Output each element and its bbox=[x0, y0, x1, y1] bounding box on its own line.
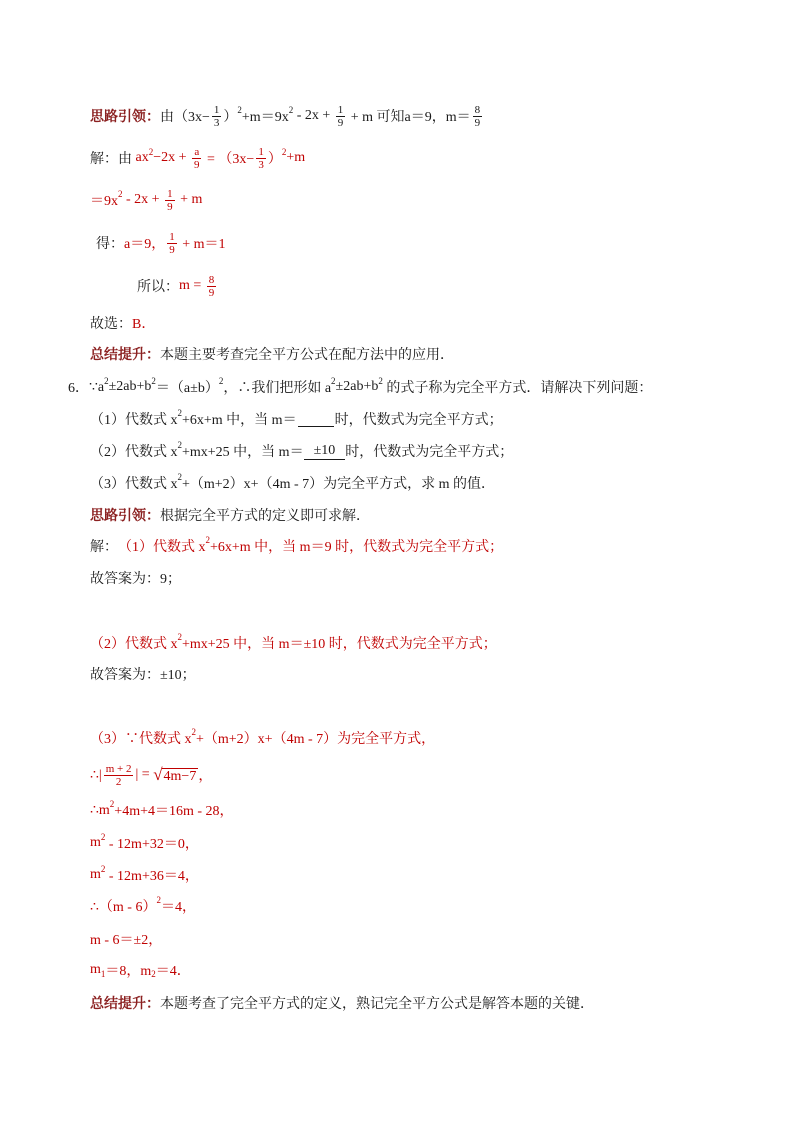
question-text: （1）代数式 x bbox=[90, 413, 178, 428]
superscript: 2 bbox=[100, 832, 106, 842]
question-number: 6． bbox=[68, 381, 89, 396]
fraction-denominator: 9 bbox=[167, 200, 173, 213]
hint-label: 思路引领： bbox=[90, 110, 160, 125]
superscript: 2 bbox=[148, 147, 154, 157]
solution-text: （3）∵代数式 x bbox=[90, 732, 192, 747]
question-text: +（m+2）x+（4m - 7）为完全平方式，求 m 的值． bbox=[182, 477, 496, 492]
q5-solution-line-4 bbox=[137, 271, 218, 301]
q6-part-1 bbox=[90, 404, 503, 434]
math-text: m bbox=[90, 867, 101, 882]
math-text: ＝4． bbox=[155, 964, 191, 979]
fraction-numerator: 8 bbox=[474, 103, 481, 116]
fraction-denominator: 3 bbox=[258, 158, 264, 171]
math-text: ±2ab+b bbox=[108, 379, 152, 394]
q6-summary-line bbox=[90, 988, 594, 1018]
fraction-denominator: 3 bbox=[213, 116, 220, 129]
fraction-numerator: 1 bbox=[213, 103, 220, 116]
math-text: m bbox=[90, 835, 101, 850]
question-text: 时，代数式为完全平方式； bbox=[334, 413, 503, 428]
superscript: 2 bbox=[100, 864, 106, 874]
q6-answer-2 bbox=[90, 659, 196, 689]
fraction-numerator: 1 bbox=[337, 103, 344, 116]
superscript: 2 bbox=[104, 376, 109, 386]
summary-label: 总结提升： bbox=[90, 348, 160, 363]
question-text: +6x+m 中，当 m＝ bbox=[182, 413, 297, 428]
fraction bbox=[167, 231, 177, 256]
math-text: ，∴我们把形如 a bbox=[223, 381, 332, 396]
math-text: ∴| bbox=[90, 767, 102, 783]
math-text: 由（3x− bbox=[160, 110, 210, 125]
radicand: 4m−7 bbox=[163, 769, 197, 784]
choice-value: B． bbox=[132, 317, 156, 332]
superscript: 2 bbox=[191, 727, 196, 737]
question-text: （2）代数式 x bbox=[90, 445, 178, 460]
math-text: m - 6＝±2， bbox=[90, 933, 163, 948]
math-text: ＝（a±b） bbox=[155, 381, 219, 396]
answer-text: 故答案为：±10； bbox=[90, 668, 196, 683]
solution-text: +6x+m 中，当 m＝9 时，代数式为完全平方式； bbox=[210, 540, 504, 555]
answer-blank bbox=[298, 411, 334, 427]
q5-solution-line-1 bbox=[90, 143, 305, 173]
fraction bbox=[104, 763, 134, 788]
math-text: ax bbox=[135, 150, 149, 165]
question-text: 的式子称为完全平方式．请解决下列问题： bbox=[382, 381, 653, 396]
fraction bbox=[336, 104, 346, 129]
solution-text: +（m+2）x+（4m - 7）为完全平方式， bbox=[196, 732, 436, 747]
math-text: ∵a bbox=[89, 379, 105, 395]
superscript: 2 bbox=[156, 895, 161, 905]
solution-label: 所以： bbox=[137, 280, 179, 295]
fraction bbox=[207, 274, 217, 299]
math-text: +m bbox=[286, 150, 306, 165]
q6-step-2 bbox=[90, 795, 234, 825]
hint-text: 根据完全平方式的定义即可求解． bbox=[160, 509, 370, 524]
math-text: + m＝1 bbox=[178, 237, 226, 252]
summary-text: 本题主要考查完全平方公式在配方法中的应用． bbox=[160, 348, 454, 363]
q6-hint-line bbox=[90, 500, 370, 530]
answer-text: 故答案为：9； bbox=[90, 572, 181, 587]
math-text: | = bbox=[135, 767, 154, 782]
summary-label: 总结提升： bbox=[90, 997, 160, 1012]
solution-label: 得： bbox=[96, 237, 124, 252]
fraction-numerator: 1 bbox=[167, 187, 173, 200]
math-text: + m 可知a＝9，m＝ bbox=[347, 110, 471, 125]
fraction bbox=[473, 104, 483, 129]
superscript: 2 bbox=[118, 189, 123, 199]
fraction-numerator: 1 bbox=[258, 145, 264, 158]
fraction-denominator: 9 bbox=[474, 116, 481, 129]
question-text: （3）代数式 x bbox=[90, 477, 178, 492]
superscript: 2 bbox=[288, 105, 294, 115]
math-text: ∴m bbox=[90, 802, 110, 818]
fraction bbox=[256, 146, 266, 171]
subscript: 2 bbox=[151, 969, 156, 979]
q6-step-3 bbox=[90, 828, 199, 858]
math-text: + m bbox=[176, 192, 203, 207]
superscript: 2 bbox=[281, 147, 287, 157]
radical-sign: √ bbox=[153, 765, 163, 784]
math-text: ） bbox=[223, 110, 238, 125]
hint-label: 思路引领： bbox=[90, 509, 160, 524]
q6-solution-part-2 bbox=[90, 628, 497, 658]
fraction-numerator: 8 bbox=[208, 273, 215, 286]
superscript: 2 bbox=[237, 105, 242, 115]
superscript: 2 bbox=[177, 440, 182, 450]
superscript: 2 bbox=[177, 632, 182, 642]
math-text: ＝8，m bbox=[105, 964, 152, 979]
choice-label: 故选： bbox=[90, 317, 132, 332]
math-text: −2x + bbox=[153, 150, 191, 165]
summary-text: 本题考查了完全平方式的定义，熟记完全平方公式是解答本题的关键． bbox=[160, 997, 594, 1012]
superscript: 2 bbox=[205, 535, 210, 545]
math-text: +m＝9x bbox=[241, 110, 289, 125]
fraction-denominator: 2 bbox=[115, 775, 122, 788]
math-text: ＝4， bbox=[160, 900, 196, 915]
fraction bbox=[212, 104, 222, 129]
math-text: +4m+4＝16m - 28， bbox=[114, 804, 234, 819]
question-text: 时，代数式为完全平方式； bbox=[345, 445, 514, 460]
q5-solution-line-2 bbox=[90, 185, 202, 215]
superscript: 2 bbox=[177, 408, 182, 418]
q6-part-3 bbox=[90, 468, 495, 498]
math-text: - 2x + bbox=[122, 192, 164, 207]
math-text: - 12m+32＝0， bbox=[105, 837, 199, 852]
math-text: ） bbox=[267, 152, 282, 167]
square-root bbox=[153, 766, 198, 784]
q5-solution-line-3 bbox=[96, 228, 226, 258]
fraction-numerator: a bbox=[194, 145, 200, 158]
fraction-numerator: m + 2 bbox=[105, 762, 132, 775]
fraction-numerator: 1 bbox=[169, 230, 175, 243]
q6-step-7 bbox=[90, 955, 191, 985]
math-text: = （3x− bbox=[203, 152, 255, 167]
math-text: ， bbox=[198, 769, 213, 784]
fraction-denominator: 9 bbox=[337, 116, 344, 129]
solution-text: （1）代数式 x bbox=[118, 540, 206, 555]
q6-answer-1 bbox=[90, 563, 181, 593]
fraction-denominator: 9 bbox=[194, 158, 200, 171]
math-text: - 2x + bbox=[293, 108, 334, 123]
q6-step-5 bbox=[90, 891, 196, 921]
q6-solution-part-1 bbox=[90, 531, 503, 561]
fraction-denominator: 9 bbox=[208, 286, 215, 299]
superscript: 2 bbox=[151, 376, 156, 386]
superscript: 2 bbox=[331, 376, 336, 386]
q5-choice-line bbox=[90, 308, 155, 338]
question-text: +mx+25 中，当 m＝ bbox=[182, 445, 304, 460]
q5-summary-line bbox=[90, 339, 454, 369]
q6-step-4 bbox=[90, 860, 199, 890]
solution-text: （2）代数式 x bbox=[90, 637, 178, 652]
fraction bbox=[165, 188, 175, 213]
superscript: 2 bbox=[109, 799, 115, 809]
filled-answer-blank: ±10 bbox=[304, 443, 346, 460]
math-text: a＝9， bbox=[124, 237, 166, 252]
math-text: ∴（m - 6） bbox=[90, 900, 157, 915]
superscript: 2 bbox=[218, 376, 224, 386]
superscript: 2 bbox=[177, 472, 182, 482]
fraction-denominator: 9 bbox=[169, 243, 175, 256]
math-text: - 12m+36＝4， bbox=[105, 869, 199, 884]
solution-label: 解： bbox=[90, 540, 118, 555]
solution-label: 解：由 bbox=[90, 152, 136, 167]
subscript: 1 bbox=[100, 969, 106, 979]
math-text: ±2ab+b bbox=[335, 379, 379, 394]
q6-stem-line bbox=[68, 372, 652, 402]
q6-step-6 bbox=[90, 924, 162, 954]
q6-solution-part-3 bbox=[90, 723, 435, 753]
solution-text: +mx+25 中，当 m＝±10 时，代数式为完全平方式； bbox=[182, 637, 497, 652]
superscript: 2 bbox=[378, 376, 383, 386]
math-text: m = bbox=[179, 278, 205, 293]
q6-step-1 bbox=[90, 760, 212, 790]
q6-part-2 bbox=[90, 436, 513, 466]
fraction bbox=[192, 146, 202, 171]
math-text: ＝9x bbox=[90, 194, 118, 209]
q5-hint-line bbox=[90, 101, 484, 131]
math-text: m bbox=[90, 962, 101, 977]
